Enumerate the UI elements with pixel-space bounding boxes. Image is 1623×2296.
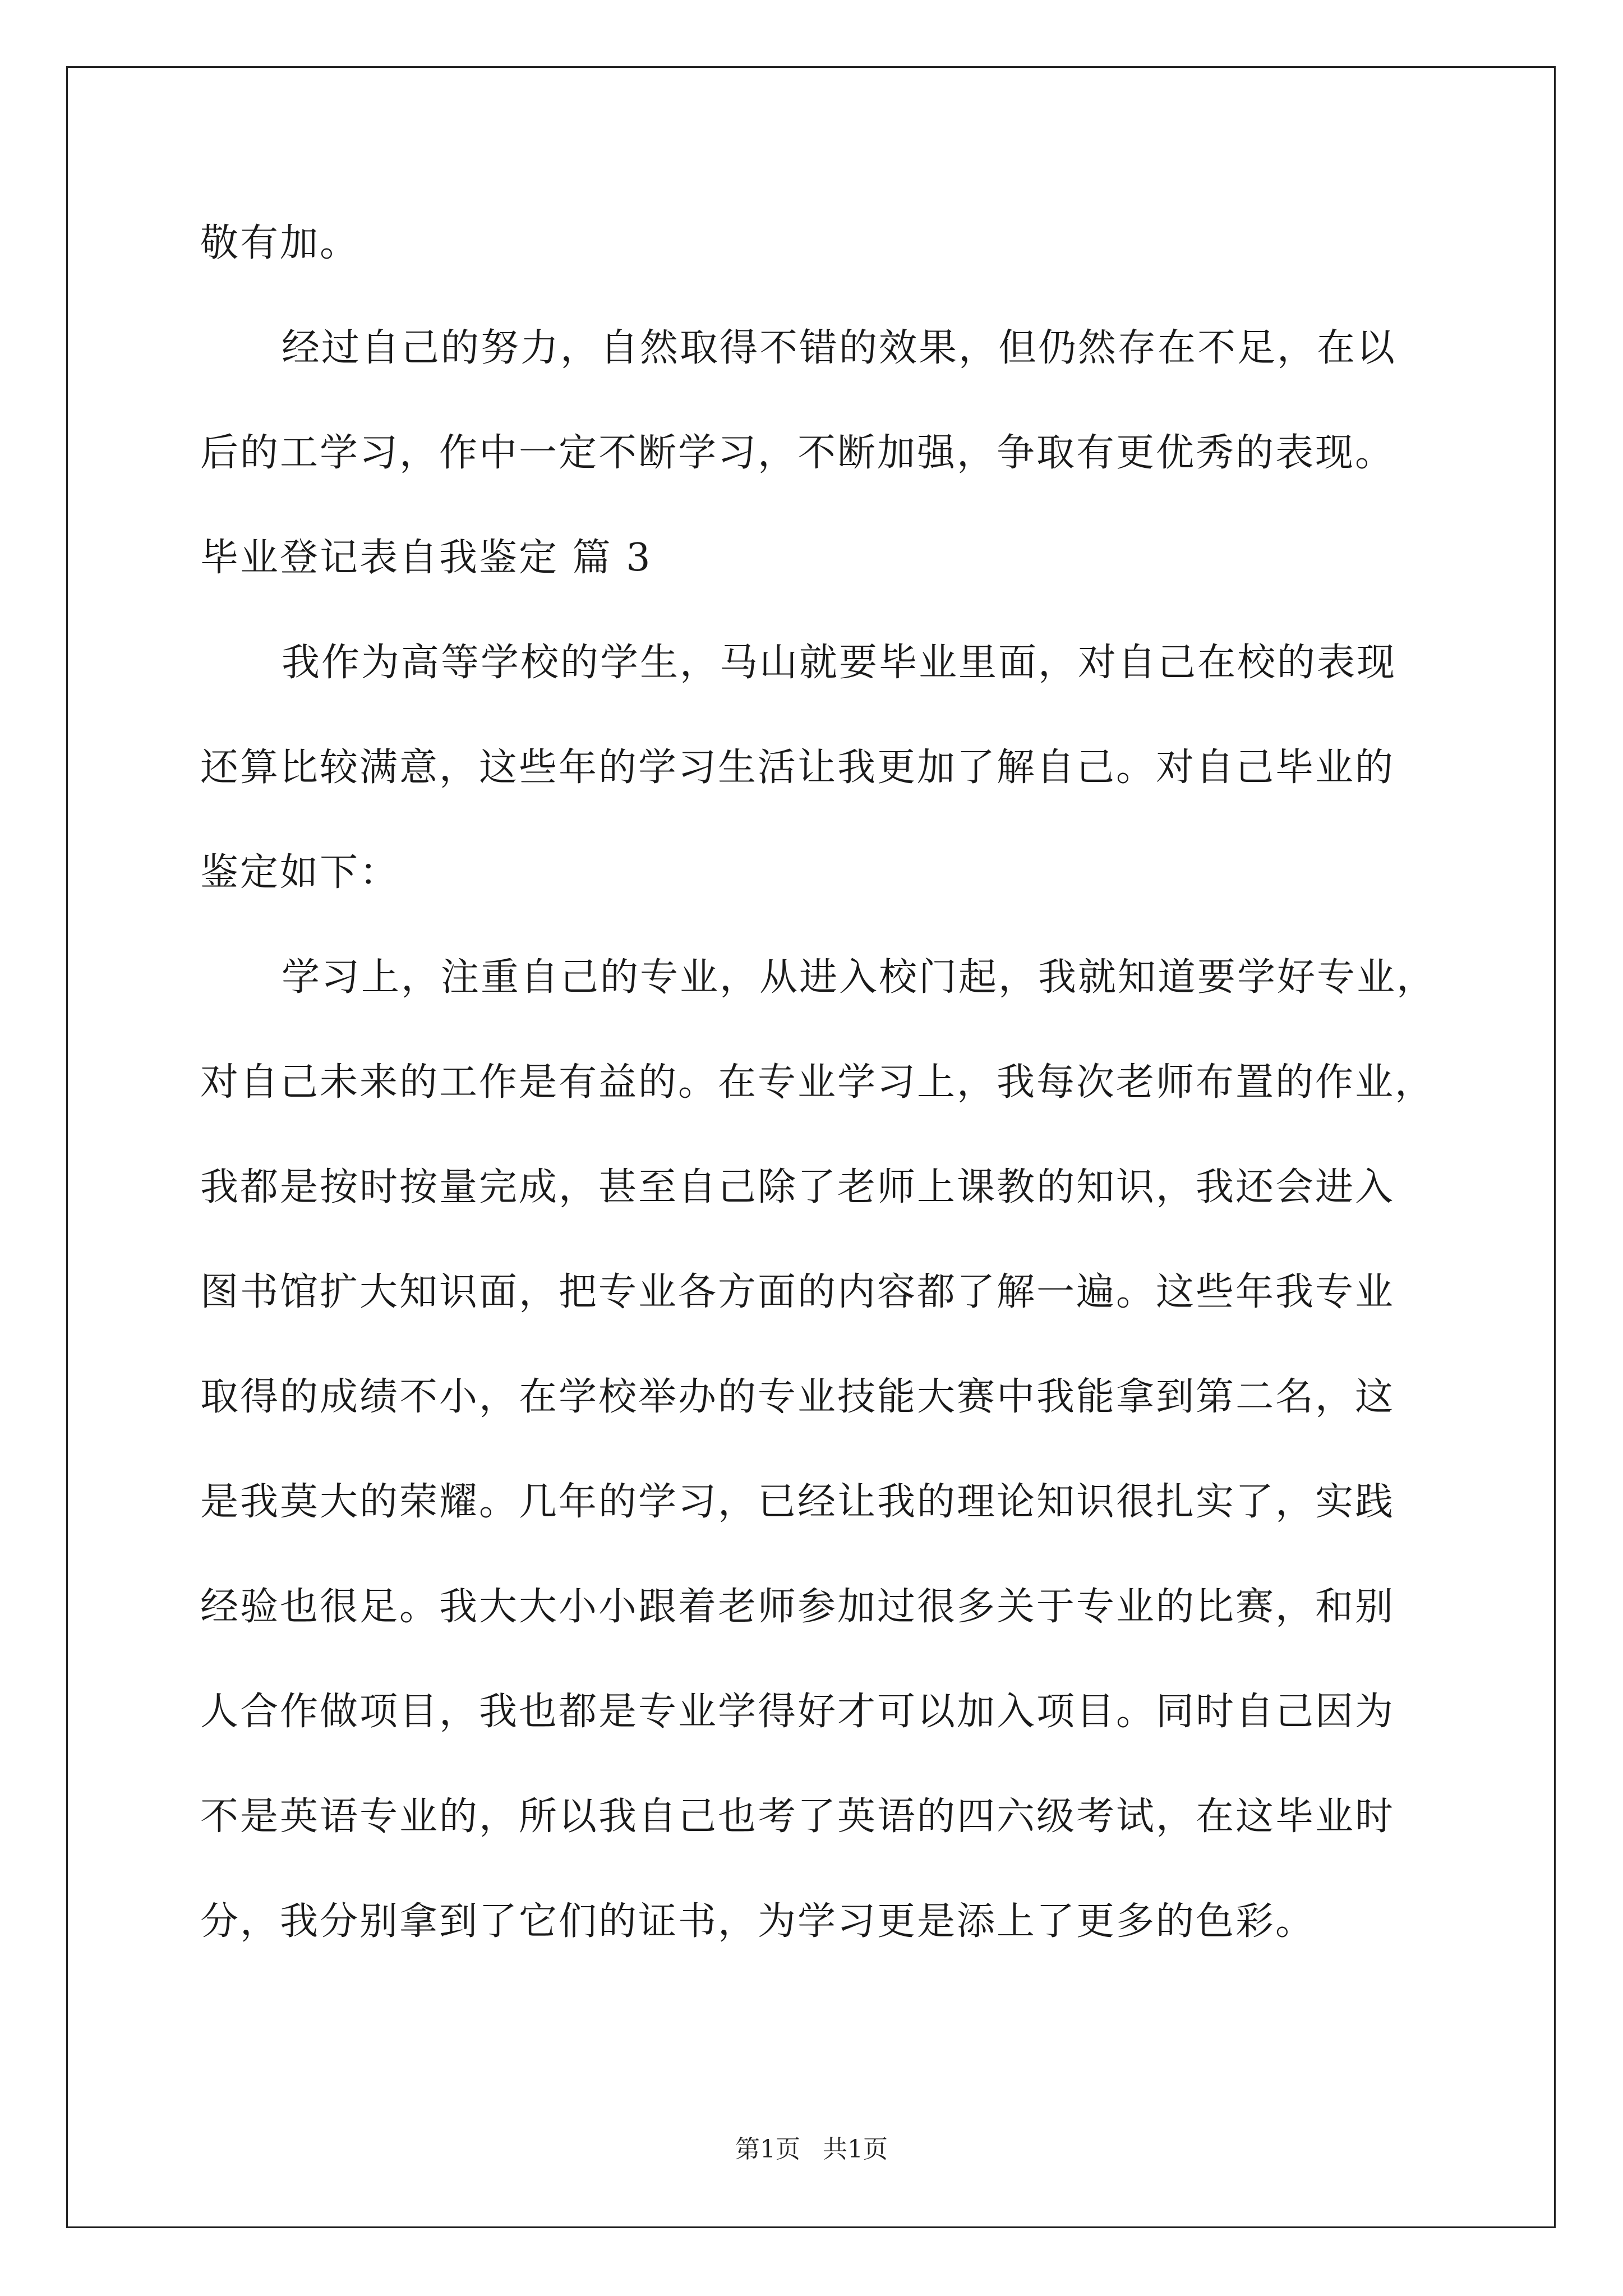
text-line: 我作为高等学校的学生，马山就要毕业里面，对自己在校的表现 [282,641,1397,685]
section-heading: 毕业登记表自我鉴定 篇 3 [200,536,652,580]
text-line: 是我莫大的荣耀。几年的学习，已经让我的理论知识很扎实了，实践 [200,1480,1395,1524]
text-line: 后的工学习，作中一定不断学习，不断加强，争取有更优秀的表现。 [200,431,1395,475]
document-body [200,191,1437,1974]
text-line: 学习上，注重自己的专业，从进入校门起，我就知道要学好专业， [282,955,1437,1000]
page-number: 第1页 [735,2135,800,2164]
text-line: 我都是按时按量完成，甚至自己除了老师上课教的知识，我还会进入 [200,1165,1395,1209]
text-line: 人合作做项目，我也都是专业学得好才可以加入项目。同时自己因为 [200,1690,1395,1734]
text-line: 敬有加。 [200,221,360,265]
text-line: 经验也很足。我大大小小跟着老师参加过很多关于专业的比赛，和别 [200,1585,1395,1629]
page-footer [0,2129,1623,2165]
text-line: 经过自己的努力，自然取得不错的效果，但仍然存在不足，在以 [282,326,1397,370]
text-line: 还算比较满意，这些年的学习生活让我更加了解自己。对自己毕业的 [200,746,1395,790]
text-line: 分，我分别拿到了它们的证书，为学习更是添上了更多的色彩。 [200,1899,1316,1944]
text-line: 图书馆扩大知识面，把专业各方面的内容都了解一遍。这些年我专业 [200,1270,1395,1314]
page-total: 共1页 [823,2135,888,2164]
text-line: 鉴定如下： [200,850,400,895]
text-line: 取得的成绩不小，在学校举办的专业技能大赛中我能拿到第二名，这 [200,1375,1395,1419]
text-line: 不是英语专业的，所以我自己也考了英语的四六级考试，在这毕业时 [200,1795,1395,1839]
text-line: 对自己未来的工作是有益的。在专业学习上，我每次老师布置的作业， [200,1060,1435,1105]
